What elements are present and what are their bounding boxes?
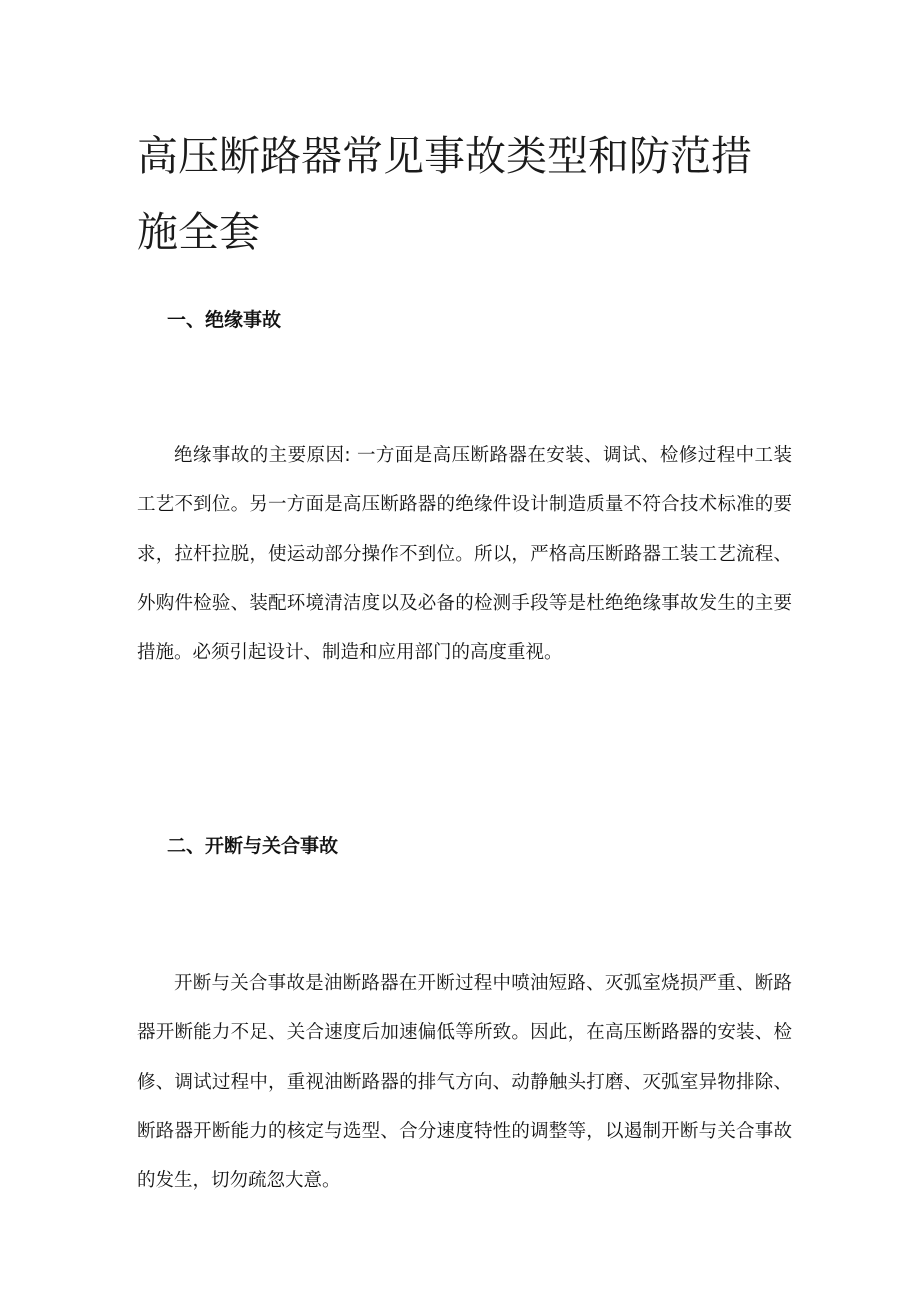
section-heading-insulation: 一、绝缘事故 (167, 309, 282, 331)
section-body-breaking-closing: 开断与关合事故是油断路器在开断过程中喷油短路、灭弧室烧损严重、断路器开断能力不足、关合速度后加速偏低等所致。因此，在高压断路器的安装、检修、调试过程中，重视油断路器的排气方向、动静触头打磨、灭弧室异物排除、断路器开断能力的核定与选型、合分速度特性的调整等，以遏制开断与关合事故的发生，切勿疏忽大意。 (137, 973, 792, 1192)
section-body-insulation: 绝缘事故的主要原因: 一方面是高压断路器在安装、调试、检修过程中工装工艺不到位。另一方面是高压断路器的绝缘件设计制造质量不符合技术标准的要求，拉杆拉脱，使运动部分操作不到位。所以，严格高压断路器工装工艺流程、外购件检验、装配环境清洁度以及必备的检测手段等是杜绝绝缘事故发生的主要措施。必须引起设计、制造和应用部门的高度重视。 (137, 445, 792, 664)
section-heading-breaking-closing: 二、开断与关合事故 (167, 835, 339, 857)
document-title: 高压断路器常见事故类型和防范措施全套 (137, 132, 752, 256)
